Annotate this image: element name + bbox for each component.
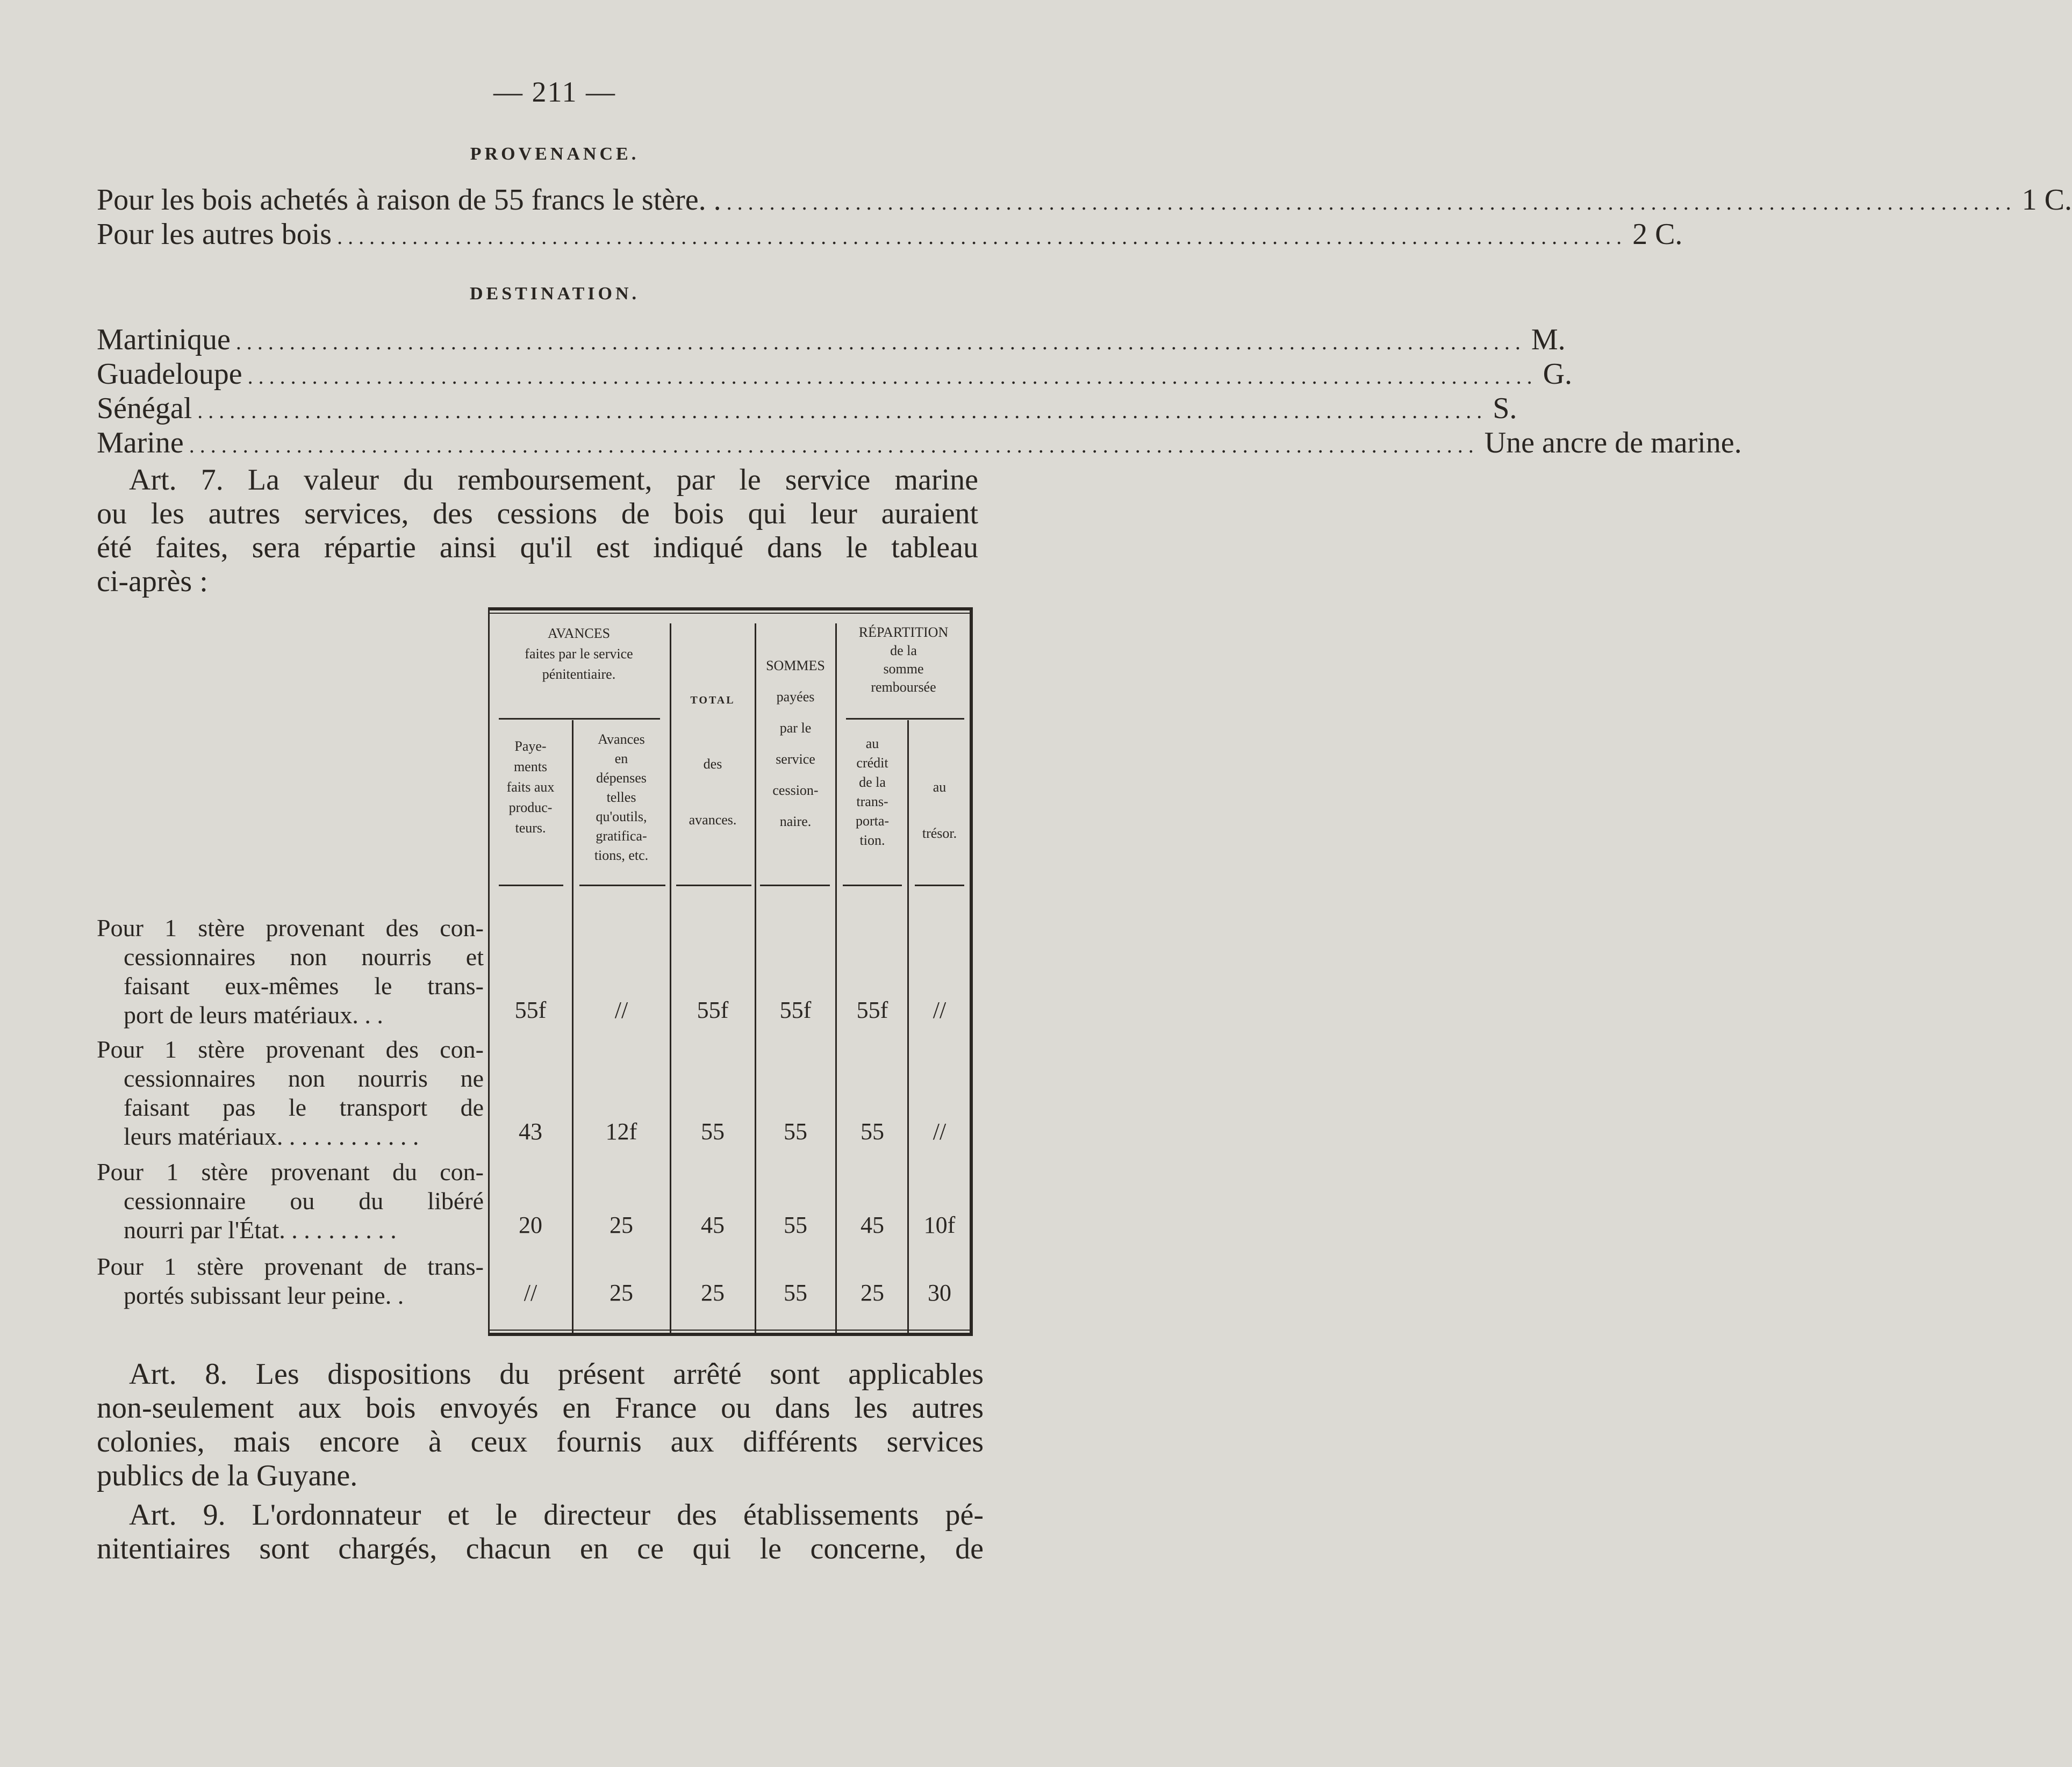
header-text: RÉPARTITION xyxy=(858,624,949,640)
header-rule xyxy=(843,885,902,886)
destination-code-1: M. xyxy=(1531,323,1566,356)
header-text: produc- xyxy=(508,800,553,815)
cell-total-row1: 55f xyxy=(697,997,729,1023)
group-brace xyxy=(846,718,964,720)
header-text: en xyxy=(614,751,628,766)
destination-label-2: Guadeloupe xyxy=(97,357,242,391)
header-repartition xyxy=(837,623,970,696)
table-right-border xyxy=(970,607,973,1336)
row-label-line: cessionnaire ou du libéré xyxy=(124,1187,484,1215)
header-text: qu'outils, xyxy=(596,809,647,824)
cell-credit-row1: 55f xyxy=(856,997,888,1023)
article-7-line: été faites, sera répartie ainsi qu'il est indiqué dans le tableau xyxy=(97,531,978,564)
column-divider xyxy=(572,720,573,1333)
provenance-code-1: 1 C. xyxy=(2021,183,2072,217)
dot-leader: ........................................................................................................................ xyxy=(247,364,1538,389)
article-7 xyxy=(97,463,978,599)
table-top-rule-thin xyxy=(488,613,972,614)
destination-line-3 xyxy=(97,391,1517,426)
header-text: pénitentiaire. xyxy=(542,666,616,682)
reimbursement-table xyxy=(488,607,983,1338)
article-9-line: nitentiaires sont chargés, chacun en ce qui le concerne, de xyxy=(97,1532,984,1565)
header-rule xyxy=(499,885,563,886)
cell-tresor-row3: 10f xyxy=(923,1212,956,1238)
provenance-line-2 xyxy=(97,217,1683,252)
row-label-4 xyxy=(97,1252,484,1310)
row-label-line: leurs matériaux. . . . . . . . . . . . xyxy=(124,1123,419,1150)
cell-sommes-row4: 55 xyxy=(784,1280,807,1306)
row-label-2 xyxy=(97,1035,484,1151)
header-text: SOMMES xyxy=(766,658,825,673)
cell-tresor-row1: // xyxy=(933,997,947,1023)
article-8-line: publics de la Guyane. xyxy=(97,1459,358,1492)
row-label-line: nourri par l'État. . . . . . . . . . xyxy=(124,1216,397,1244)
destination-label-1: Martinique xyxy=(97,323,231,356)
header-text: Paye- xyxy=(514,738,547,754)
header-text: faites par le service xyxy=(525,646,633,662)
header-rule xyxy=(676,885,751,886)
header-text: faits aux xyxy=(506,779,555,795)
header-sommes xyxy=(756,650,835,837)
cell-tresor-row2: // xyxy=(933,1118,947,1145)
destination-line-1 xyxy=(97,322,1566,357)
header-text: service xyxy=(776,751,815,767)
header-text: remboursée xyxy=(871,679,936,695)
cell-total-row4: 25 xyxy=(701,1280,725,1306)
row-label-3 xyxy=(97,1158,484,1245)
row-label-line: Pour 1 stère provenant de trans- xyxy=(97,1253,484,1280)
dot-leader: ........................................................................................................................ xyxy=(726,190,2017,214)
cell-avances-row4: 25 xyxy=(610,1280,633,1306)
cell-sommes-row2: 55 xyxy=(784,1118,807,1145)
cell-total-row3: 45 xyxy=(701,1212,725,1238)
article-8 xyxy=(97,1357,984,1493)
cell-payements-row4: // xyxy=(524,1280,537,1306)
row-label-1 xyxy=(97,914,484,1030)
cell-payements-row1: 55f xyxy=(514,997,547,1023)
cell-total-row2: 55 xyxy=(701,1118,725,1145)
article-7-line: ou les autres services, des cessions de bois qui leur auraient xyxy=(97,497,978,530)
destination-code-3: S. xyxy=(1493,392,1517,425)
header-text: tions, etc. xyxy=(594,847,649,863)
table-left-border xyxy=(488,607,490,1336)
dot-leader: ........................................................................................................................ xyxy=(197,399,1488,423)
cell-tresor-row4: 30 xyxy=(928,1280,951,1306)
header-text: teurs. xyxy=(515,820,546,836)
header-text: ments xyxy=(513,759,548,774)
header-text: par le xyxy=(779,720,812,736)
cell-sommes-row3: 55 xyxy=(784,1212,807,1238)
provenance-label-2: Pour les autres bois xyxy=(97,218,332,251)
header-text: dépenses xyxy=(596,770,647,786)
article-7-line: Art. 7. La valeur du remboursement, par le service marine xyxy=(129,463,978,497)
row-label-line: portés subissant leur peine. . xyxy=(124,1282,404,1309)
destination-code-2: G. xyxy=(1543,357,1573,391)
header-text: crédit xyxy=(856,755,888,771)
header-text: de la xyxy=(890,643,917,658)
row-label-line: Pour 1 stère provenant des con- xyxy=(97,914,484,942)
header-text: trans- xyxy=(856,794,888,809)
header-avances-depenses xyxy=(574,730,669,865)
provenance-heading: PROVENANCE. xyxy=(470,144,640,164)
row-label-line: faisant eux-mêmes le trans- xyxy=(124,972,484,1000)
column-divider xyxy=(835,623,837,1333)
header-rule xyxy=(760,885,830,886)
article-8-line: colonies, mais encore à ceux fournis aux différents services xyxy=(97,1425,984,1459)
header-text: de la xyxy=(859,774,886,790)
destination-heading: DESTINATION. xyxy=(469,284,640,304)
dot-leader: ........................................................................................................................ xyxy=(337,225,1628,249)
row-label-line: cessionnaires non nourris ne xyxy=(124,1065,484,1092)
column-divider xyxy=(907,720,909,1333)
header-tresor xyxy=(909,764,970,857)
header-text: payées xyxy=(776,689,815,705)
header-text: avances. xyxy=(689,812,737,828)
provenance-code-2: 2 C. xyxy=(1632,218,1683,251)
header-text: AVANCES xyxy=(547,626,611,641)
cell-credit-row3: 45 xyxy=(861,1212,884,1238)
header-text: porta- xyxy=(855,813,890,829)
row-label-line: faisant pas le transport de xyxy=(124,1094,484,1121)
header-credit xyxy=(837,734,907,850)
group-brace xyxy=(499,718,660,720)
header-total: TOTAL xyxy=(690,694,735,706)
cell-payements-row2: 43 xyxy=(519,1118,542,1145)
article-8-line: Art. 8. Les dispositions du présent arrêté sont applicables xyxy=(129,1357,984,1391)
header-text: telles xyxy=(606,789,636,805)
dot-leader: ........................................................................................................................ xyxy=(235,330,1526,354)
header-text: des xyxy=(703,756,722,772)
table-bottom-rule-thin xyxy=(488,1330,972,1331)
destination-label-4: Marine xyxy=(97,426,184,459)
header-text: gratifica- xyxy=(596,828,647,844)
header-text: cession- xyxy=(772,782,819,798)
row-label-line: port de leurs matériaux. . . xyxy=(124,1001,383,1029)
cell-credit-row2: 55 xyxy=(861,1118,884,1145)
article-9-line: Art. 9. L'ordonnateur et le directeur des établissements pé- xyxy=(129,1498,984,1532)
header-text: trésor. xyxy=(922,825,957,841)
header-text: naire. xyxy=(779,814,812,829)
table-bottom-rule xyxy=(488,1333,972,1336)
header-text: au xyxy=(865,736,879,751)
destination-line-2 xyxy=(97,357,1573,391)
cell-avances-row3: 25 xyxy=(610,1212,633,1238)
header-text: Avances xyxy=(598,731,645,747)
header-text: tion. xyxy=(859,832,885,848)
destination-label-3: Sénégal xyxy=(97,392,192,425)
destination-line-4 xyxy=(97,426,1742,460)
page-number: — 211 — xyxy=(493,76,616,108)
article-9 xyxy=(97,1498,984,1566)
table-top-rule xyxy=(488,607,972,610)
cell-payements-row3: 20 xyxy=(519,1212,542,1238)
header-avances xyxy=(490,623,668,685)
row-label-line: cessionnaires non nourris et xyxy=(124,943,484,971)
row-label-line: Pour 1 stère provenant du con- xyxy=(97,1158,484,1186)
destination-code-4: Une ancre de marine. xyxy=(1484,426,1742,459)
header-rule xyxy=(579,885,665,886)
dot-leader: ........................................................................................................................ xyxy=(189,433,1479,457)
header-rule xyxy=(915,885,964,886)
header-payements xyxy=(490,736,571,838)
cell-avances-row2: 12f xyxy=(605,1118,637,1145)
header-text: somme xyxy=(883,661,924,677)
row-label-line: Pour 1 stère provenant des con- xyxy=(97,1036,484,1063)
header-total-detail xyxy=(671,736,755,848)
cell-credit-row4: 25 xyxy=(861,1280,884,1306)
article-8-line: non-seulement aux bois envoyés en France ou dans les autres xyxy=(97,1391,984,1425)
cell-avances-row1: // xyxy=(614,997,628,1023)
header-text: au xyxy=(933,779,947,795)
article-7-line: ci-après : xyxy=(97,565,208,598)
cell-sommes-row1: 55f xyxy=(779,997,812,1023)
provenance-label-1: Pour les bois achetés à raison de 55 francs le stère. . xyxy=(97,183,721,217)
provenance-line-1 xyxy=(97,183,2072,217)
